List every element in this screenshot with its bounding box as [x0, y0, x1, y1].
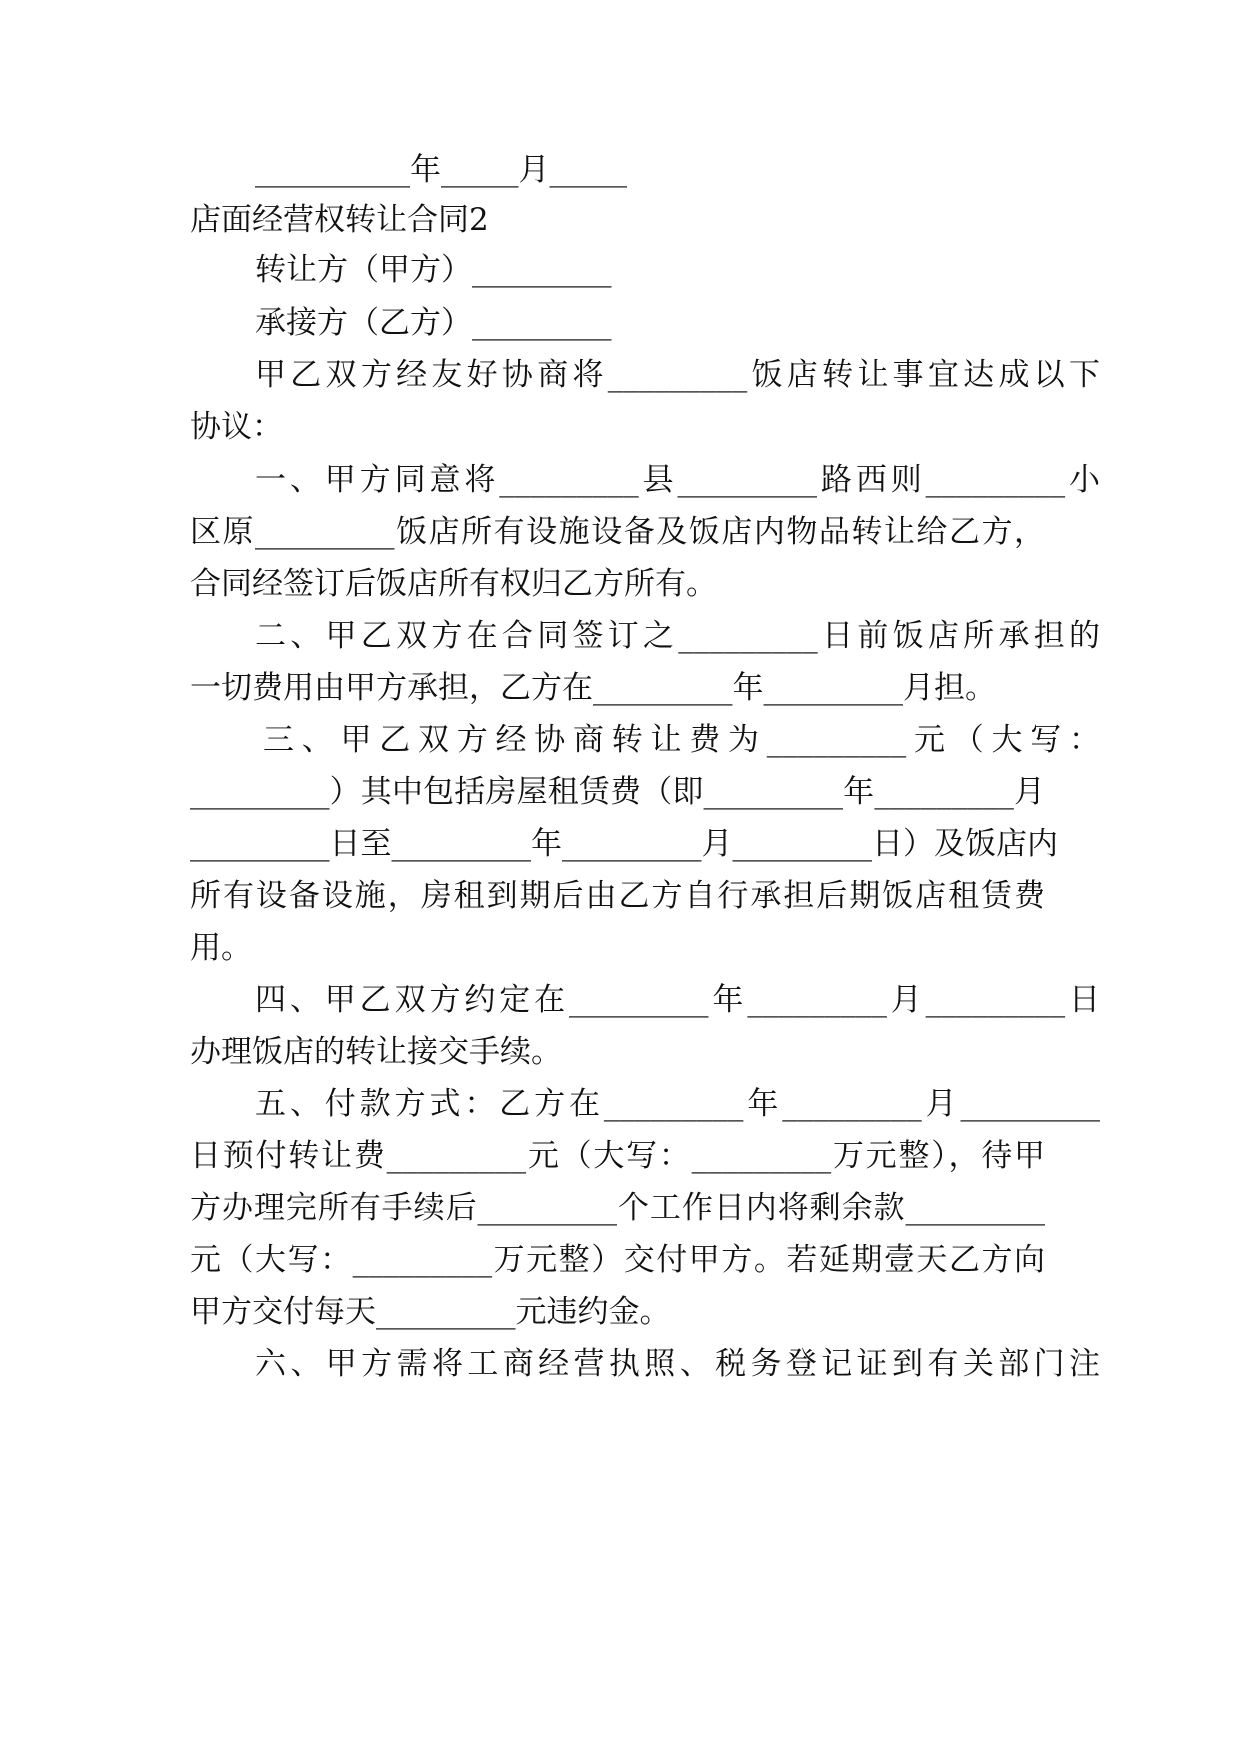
clause-4-line-1: 四、甲乙双方约定在_________年_________月_________日	[255, 982, 1100, 1018]
date-line: __________年_____月_____	[255, 152, 627, 188]
clause-5-line-2: 日预付转让费_________元（大写：_________万元整），待甲	[190, 1138, 1045, 1174]
clause-4-line-2: 办理饭店的转让接交手续。	[190, 1034, 562, 1070]
clause-3-line-3: _________日至_________年_________月_________日）及饭店内	[190, 826, 1058, 862]
clause-2-line-1: 二、甲乙双方在合同签订之_________日前饭店所承担的	[255, 618, 1100, 654]
clause-3-line-2: _________）其中包括房屋租赁费（即_________年_________月	[190, 774, 1045, 810]
clause-5-line-5: 甲方交付每天_________元违约金。	[190, 1294, 671, 1330]
clause-6-line-1: 六、甲方需将工商经营执照、税务登记证到有关部门注	[255, 1346, 1100, 1382]
clause-3-line-1: 三、甲乙双方经协商转让费为_________元（大写：	[263, 722, 1100, 758]
transferor-line: 转让方（甲方）_________	[255, 252, 612, 288]
clause-2-line-2: 一切费用由甲方承担，乙方在_________年_________月担。	[190, 670, 996, 706]
clause-5-line-3: 方办理完所有手续后_________个工作日内将剩余款_________	[190, 1190, 1045, 1226]
clause-5-line-4: 元（大写：_________万元整）交付甲方。若延期壹天乙方向	[190, 1242, 1045, 1278]
transferee-line: 承接方（乙方）_________	[255, 305, 612, 341]
clause-1-line-3: 合同经签订后饭店所有权归乙方所有。	[190, 566, 717, 602]
clause-1-line-2: 区原_________饭店所有设施设备及饭店内物品转让给乙方，	[190, 514, 1045, 550]
preamble-line-1: 甲乙双方经友好协商将_________饭店转让事宜达成以下	[255, 357, 1100, 393]
clause-3-line-5: 用。	[190, 930, 252, 966]
clause-5-line-1: 五、付款方式：乙方在_________年_________月_________	[255, 1086, 1100, 1122]
contract-title: 店面经营权转让合同2	[190, 202, 489, 238]
preamble-line-2: 协议：	[190, 409, 283, 445]
clause-1-line-1: 一、甲方同意将_________县_________路西则_________小	[255, 462, 1100, 498]
clause-3-line-4: 所有设备设施，房租到期后由乙方自行承担后期饭店租赁费	[190, 878, 1045, 914]
